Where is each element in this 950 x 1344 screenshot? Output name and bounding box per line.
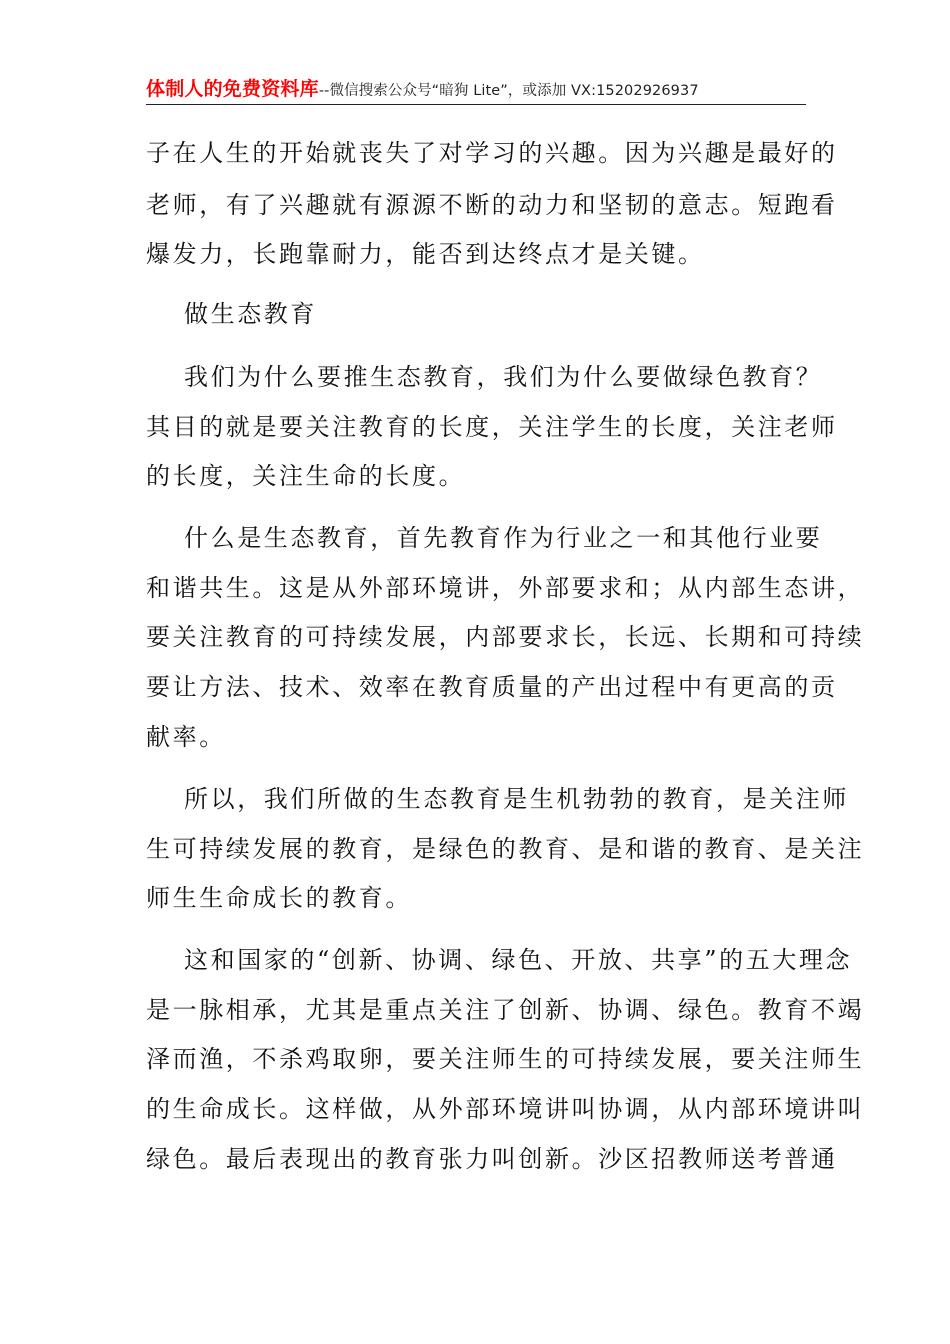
body-line: 是一脉相承，尤其是重点关注了创新、协调、绿色。教育不竭 xyxy=(146,996,865,1024)
body-line: 所以，我们所做的生态教育是生机勃勃的教育，是关注师 xyxy=(184,785,849,813)
body-line: 这和国家的“创新、协调、绿色、开放、共享”的五大理念 xyxy=(184,946,853,974)
body-line: 生可持续发展的教育，是绿色的教育、是和谐的教育、是关注 xyxy=(146,835,865,863)
body-line: 老师，有了兴趣就有源源不断的动力和坚韧的意志。短跑看 xyxy=(146,191,838,219)
header-note: --微信搜索公众号“暗狗 Lite”，或添加 VX:15202926937 xyxy=(318,83,699,99)
body-line: 什么是生态教育，首先教育作为行业之一和其他行业要 xyxy=(184,524,823,552)
body-line: 的生命成长。这样做，从外部环境讲叫协调，从内部环境讲叫 xyxy=(146,1095,865,1123)
body-line: 我们为什么要推生态教育，我们为什么要做绿色教育？ xyxy=(184,363,823,391)
header-brand: 体制人的免费资料库 xyxy=(146,78,319,100)
body-line: 泽而渔，不杀鸡取卵，要关注师生的可持续发展，要关注师生 xyxy=(146,1045,865,1073)
body-line: 绿色。最后表现出的教育张力叫创新。沙区招教师送考普通 xyxy=(146,1145,838,1173)
page-header xyxy=(146,74,806,105)
body-line: 爆发力，长跑靠耐力，能否到达终点才是关键。 xyxy=(146,240,705,268)
section-heading: 做生态教育 xyxy=(184,300,317,328)
body-line: 其目的就是要关注教育的长度，关注学生的长度，关注老师 xyxy=(146,413,838,441)
body-line: 师生生命成长的教育。 xyxy=(146,884,412,912)
body-line: 的长度，关注生命的长度。 xyxy=(146,462,466,490)
body-line: 要让方法、技术、效率在教育质量的产出过程中有更高的贡 xyxy=(146,673,838,701)
body-line: 要关注教育的可持续发展，内部要求长，长远、长期和可持续 xyxy=(146,623,865,651)
body-line: 和谐共生。这是从外部环境讲，外部要求和；从内部生态讲， xyxy=(146,574,865,602)
body-line: 子在人生的开始就丧失了对学习的兴趣。因为兴趣是最好的 xyxy=(146,139,838,167)
body-line: 献率。 xyxy=(146,723,226,751)
